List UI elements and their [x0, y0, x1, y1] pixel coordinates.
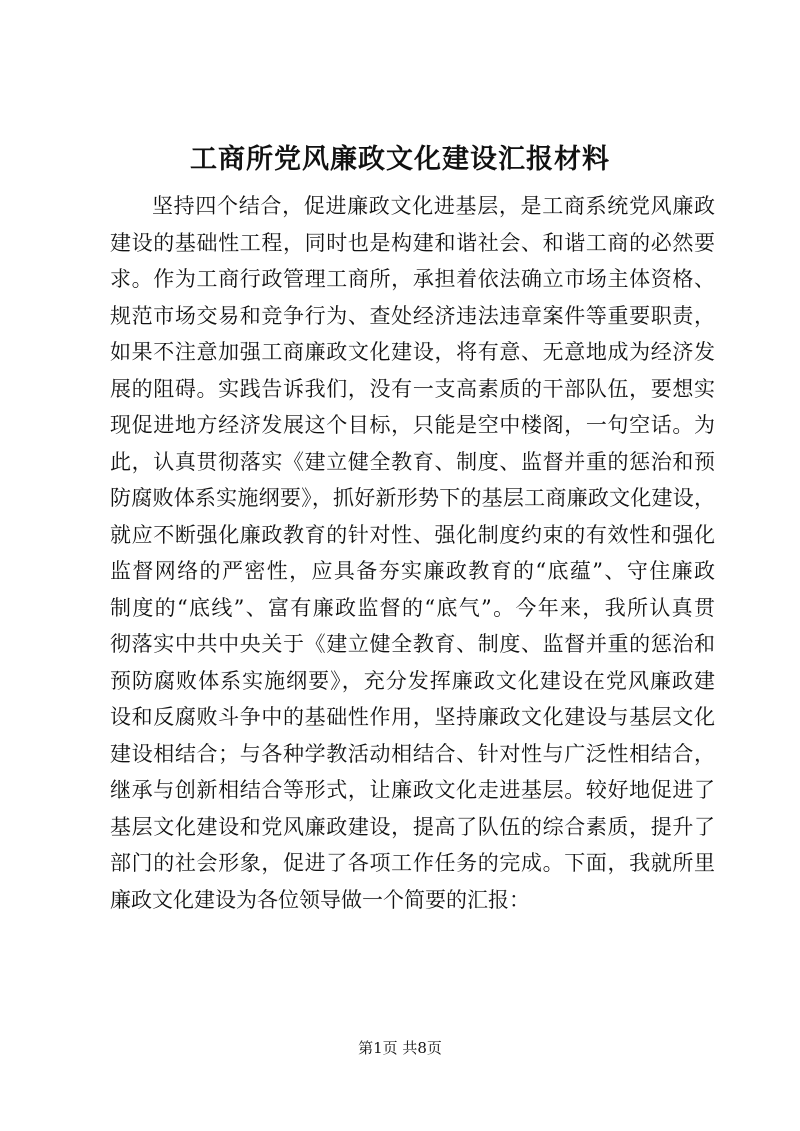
paragraph-line: 坚持四个结合，促进廉政文化进基层，是工商系统党风廉政 — [152, 194, 715, 218]
paragraph-line: 制度的“底线”、富有廉政监督的“底气”。今年来，我所认真贯 — [110, 595, 715, 620]
paragraph-line: 如果不注意加强工商廉政文化建设，将有意、无意地成为经济发 — [110, 340, 715, 364]
paragraph-line: 继承与创新相结合等形式，让廉政文化走进基层。较好地促进了 — [110, 778, 715, 802]
body-paragraph — [110, 188, 715, 918]
paragraph-line: 部门的社会形象，促进了各项工作任务的完成。下面，我就所里 — [110, 851, 715, 875]
paragraph-line: 彻落实中共中央关于《建立健全教育、制度、监督并重的惩治和 — [110, 632, 715, 656]
paragraph-line: 防腐败体系实施纲要》，抓好新形势下的基层工商廉政文化建设， — [110, 486, 715, 510]
paragraph-line: 求。作为工商行政管理工商所，承担着依法确立市场主体资格、 — [110, 267, 715, 291]
paragraph-line: 基层文化建设和党风廉政建设，提高了队伍的综合素质，提升了 — [110, 814, 715, 839]
paragraph-line: 设和反腐败斗争中的基础性作用，坚持廉政文化建设与基层文化 — [110, 705, 715, 729]
page-number-footer: 第1页 共8页 — [358, 1039, 442, 1057]
paragraph-line: 监督网络的严密性，应具备夯实廉政教育的“底蕴”、守住廉政 — [110, 559, 715, 583]
paragraph-line: 建设相结合；与各种学教活动相结合、针对性与广泛性相结合， — [110, 741, 715, 766]
paragraph-line: 规范市场交易和竞争行为、查处经济违法违章案件等重要职责， — [110, 303, 715, 328]
paragraph-line: 建设的基础性工程，同时也是构建和谐社会、和谐工商的必然要 — [110, 230, 715, 255]
document-title: 工商所党风廉政文化建设汇报材料 — [190, 144, 610, 175]
paragraph-line: 就应不断强化廉政教育的针对性、强化制度约束的有效性和强化 — [110, 522, 715, 547]
paragraph-line: 预防腐败体系实施纲要》，充分发挥廉政文化建设在党风廉政建 — [110, 668, 715, 693]
paragraph-line: 廉政文化建设为各位领导做一个简要的汇报： — [110, 887, 530, 912]
paragraph-line: 展的阻碍。实践告诉我们，没有一支高素质的干部队伍，要想实 — [110, 376, 715, 401]
paragraph-line: 此，认真贯彻落实《建立健全教育、制度、监督并重的惩治和预 — [110, 449, 715, 474]
paragraph-line: 现促进地方经济发展这个目标，只能是空中楼阁，一句空话。为 — [110, 413, 715, 437]
